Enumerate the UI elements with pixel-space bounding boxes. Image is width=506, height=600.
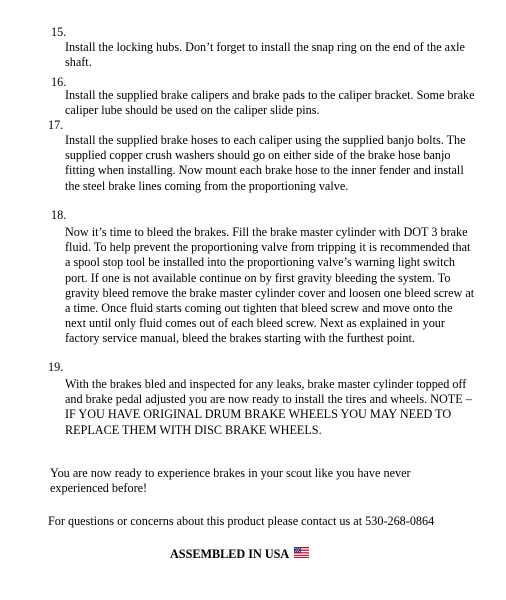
assembled-label: ASSEMBLED IN USA bbox=[170, 547, 290, 561]
step-text: Now it’s time to bleed the brakes. Fill the brake master cylinder with DOT 3 brake fluid. To help prevent the proportioning valve from tripping it is recommended that a spool stop tool be installed into the proportioning valve’s warning light switch port. If one is not available continue on by first gravity bleeding the system. To gravity bleed remove the brake master cylinder cover and loosen one bleed screw at a time. Once fluid starts coming out tighten that bleed screw and move onto the next until only fluid comes out of each bleed screw. Next as explained in your factory service manual, bleed the brakes starting with the furthest point. bbox=[65, 225, 475, 346]
step-number: 16. bbox=[51, 75, 67, 89]
assembled-in-usa bbox=[170, 547, 309, 562]
step-text: Install the locking hubs. Don’t forget to install the snap ring on the end of the axle shaft. bbox=[65, 40, 465, 70]
step-number: 15. bbox=[51, 25, 67, 39]
contact-line: For questions or concerns about this product please contact us at 530-268-0864 bbox=[48, 514, 435, 528]
step-number: 17. bbox=[48, 118, 64, 132]
step-text: Install the supplied brake calipers and brake pads to the caliper bracket. Some brake caliper lube should be used on the caliper slide pins. bbox=[65, 88, 475, 118]
us-flag-icon bbox=[294, 547, 309, 558]
step-number: 19. bbox=[48, 360, 64, 374]
closing-paragraph: You are now ready to experience brakes in your scout like you have never experienced before! bbox=[50, 466, 411, 496]
step-text: Install the supplied brake hoses to each caliper using the supplied banjo bolts. The supplied copper crush washers should go on either side of the brake hose banjo fitting when installing. Now mount each brake hose to the inner fender and install the steel brake lines coming from the proportioning valve. bbox=[65, 133, 466, 193]
step-text: With the brakes bled and inspected for any leaks, brake master cylinder topped off and brake pedal adjusted you are now ready to install the tires and wheels. NOTE – IF YOU HAVE ORIGINAL DRUM BRAKE WHEELS YOU MAY NEED TO REPLACE THEM WITH DISC BRAKE WHEELS. bbox=[65, 377, 472, 437]
step-number: 18. bbox=[51, 208, 67, 222]
